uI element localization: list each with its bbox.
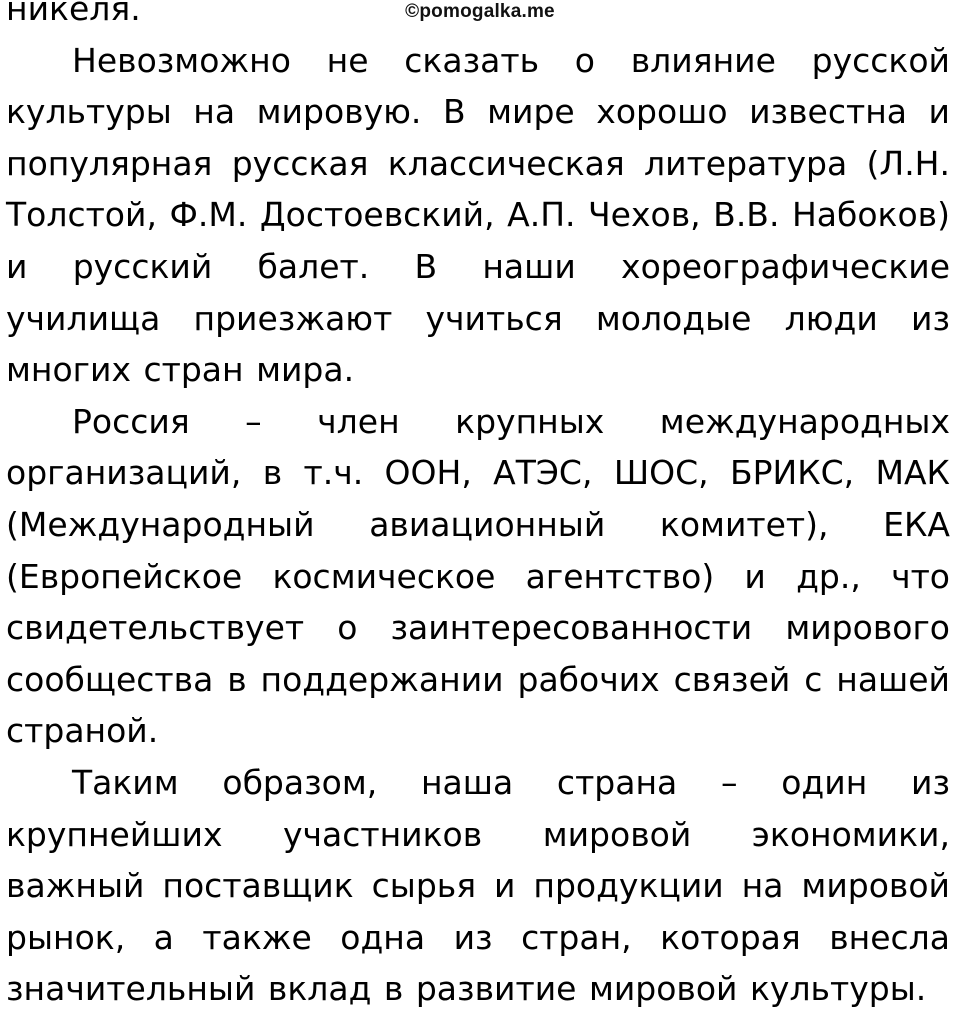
paragraph-international-organizations: Россия – член крупных международных организаций, в т.ч. ООН, АТЭС, ШОС, БРИКС, МАК (Международный авиационный комитет), ЕКА (Европейское космическое агентство) и др., что свидетельствует о заинтересованности мирового сообщества в поддержании рабочих связей с нашей страной. [6, 401, 950, 751]
watermark: ©pomogalka.me [405, 1, 555, 22]
paragraph-russian-culture: Невозможно не сказать о влияние русской культуры на мировую. В мире хорошо известна и популярная русская классическая литература (Л.Н. Толстой, Ф.М. Достоевский, А.П. Чехов, В.В. Набоков) и русский балет. В наши хореографические училища приезжают учиться молодые люди из многих стран мира. [6, 40, 950, 390]
document-body [6, 0, 950, 1015]
paragraph-conclusion: Таким образом, наша страна – один из крупнейших участников мировой экономики, важный поставщик сырья и продукции на мировой рынок, а также одна из стран, которая внесла значительный вклад в развитие мировой культуры. [6, 762, 950, 1009]
paragraph-continuation: никеля. [6, 0, 141, 28]
